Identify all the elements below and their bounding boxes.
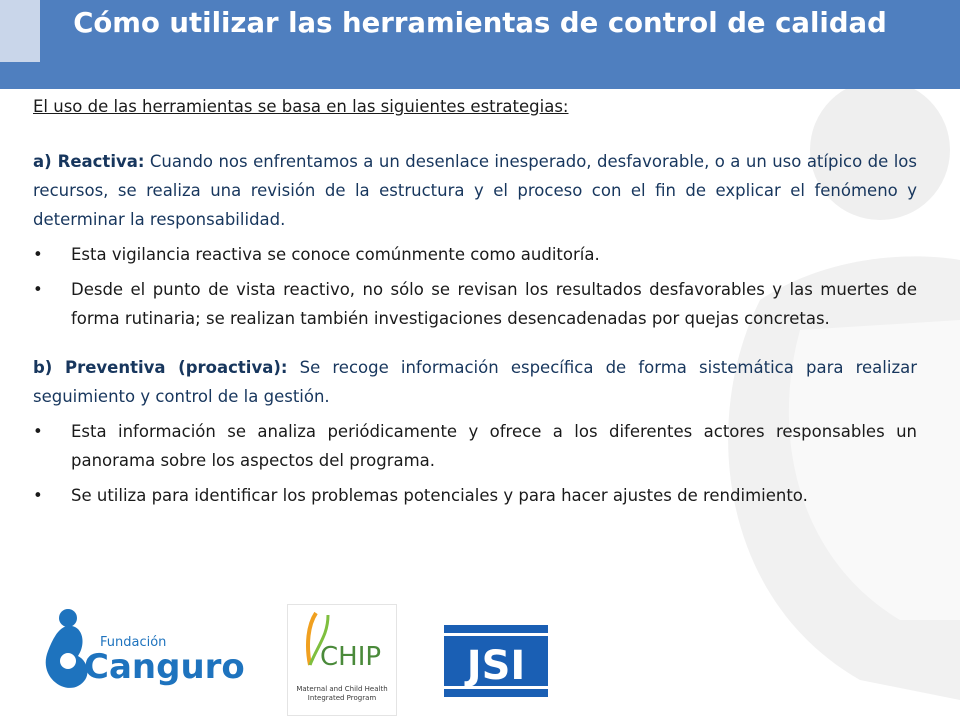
preventive-text: Se recoge información específica de forma sistemática para realizar seguimiento y control de la gestión. [33,358,918,406]
reactive-text: Cuando nos enfrentamos a un desenlace inesperado, desfavorable, o a un uso atípico de los recursos, se realiza una revisión de la estructura y el proceso con el fin de explicar el fenómeno y determinar la responsabilidad. [33,152,917,229]
chip-logo [287,604,397,716]
preventive-label: b) Preventiva (proactiva): [33,358,288,377]
page-title: Cómo utilizar las herramientas de control de calidad [73,7,887,39]
reactive-label: a) Reactiva: [33,152,145,171]
preventive-bullet-list [33,417,917,510]
reactive-paragraph [33,147,917,234]
canguro-big-text: Canguro [84,647,245,687]
title-bar [0,0,960,89]
canguro-small-text: Fundación [100,635,167,650]
bullet-icon: • [33,486,43,505]
slide-content [33,92,917,510]
bullet-icon: • [33,280,43,299]
jsi-text: JSI [466,643,526,689]
chip-line1: Maternal and Child Health [296,685,388,693]
preventive-paragraph [33,353,917,411]
chip-line2: Integrated Program [307,694,377,702]
logo-strip [0,600,960,720]
list-item: • Desde el punto de vista reactivo, no sólo se revisan los resultados desfavorables y las muertes de forma rutinaria; se realizan también investigaciones desencadenadas por quejas concretas. [33,275,917,333]
list-item: • Esta información se analiza periódicamente y ofrece a los diferentes actores responsables un panorama sobre los aspectos del programa. [33,417,917,475]
title-accent [0,0,40,62]
list-item: • Se utiliza para identificar los problemas potenciales y para hacer ajustes de rendimiento. [33,481,917,510]
intro-text: El uso de las herramientas se basa en las siguientes estrategias: [33,97,569,116]
bullet-icon: • [33,245,43,264]
fundacion-canguro-logo [38,606,245,696]
chip-name: CHIP [320,642,382,672]
bullet-icon: • [33,422,43,441]
jsi-logo [444,625,548,697]
chip-mark [288,605,396,677]
reactive-bullet-list [33,240,917,333]
list-item: • Esta vigilancia reactiva se conoce comúnmente como auditoría. [33,240,917,269]
